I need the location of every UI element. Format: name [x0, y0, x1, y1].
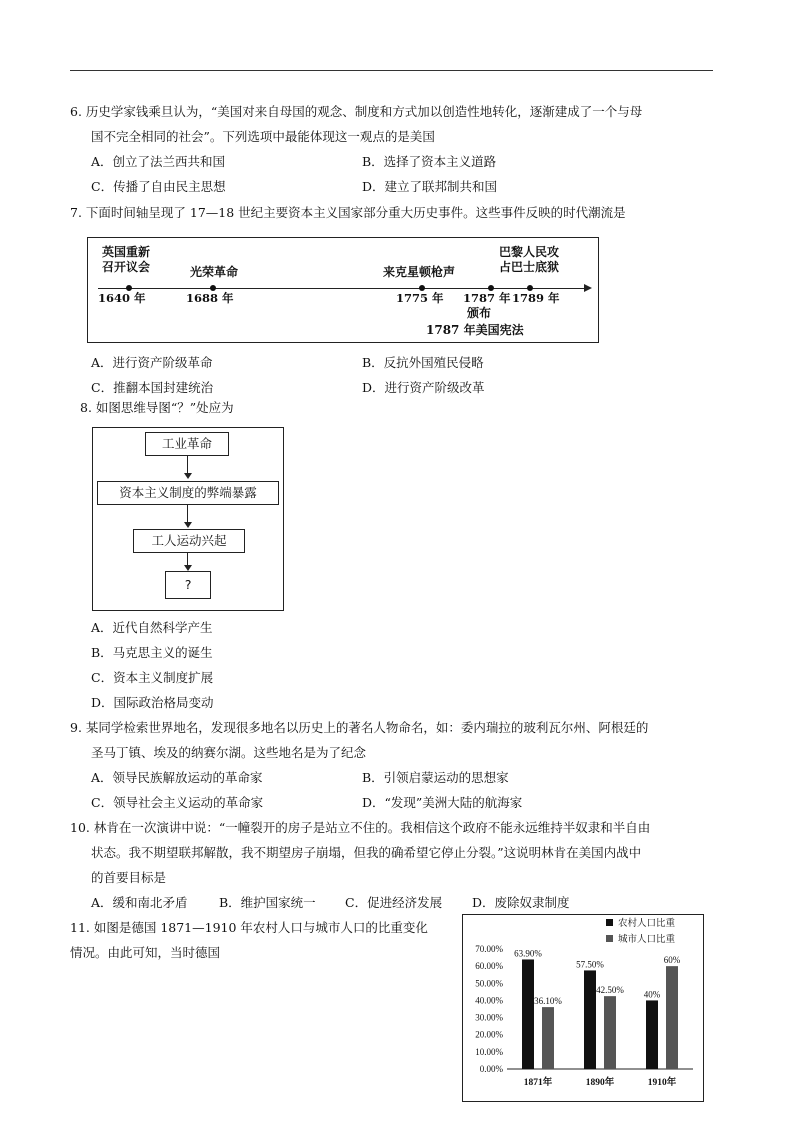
q8-option-d: D．国际政治格局变动	[91, 695, 214, 710]
timeline-note-promulgated: 颁布	[467, 306, 492, 320]
q8-option-c: C．资本主义制度扩展	[91, 670, 214, 685]
timeline-event-1688: 光荣革命	[190, 265, 239, 279]
timeline-event-1789: 巴黎人民攻 占巴士底狱	[499, 245, 560, 274]
x-tick-label: 1910年	[647, 1078, 677, 1088]
legend-label: 城市人口比重	[618, 935, 676, 945]
y-tick-label: 60.00%	[475, 961, 503, 972]
population-chart-svg	[463, 915, 703, 1101]
bar	[542, 1007, 554, 1069]
data-label: 42.50%	[596, 985, 624, 996]
timeline-event-1640: 英国重新 召开议会	[102, 245, 151, 274]
q6-option-d: D．建立了联邦制共和国	[362, 179, 498, 194]
q9-stem-line2: 圣马丁镇、埃及的纳赛尔湖。这些地名是为了纪念	[91, 745, 367, 760]
timeline-event-1775: 来克星顿枪声	[383, 265, 456, 279]
bar	[604, 996, 616, 1069]
x-tick-label: 1890年	[585, 1078, 615, 1088]
q11-stem-line2: 情况。由此可知，当时德国	[70, 945, 221, 960]
data-label: 60%	[663, 955, 681, 966]
y-tick-label: 0.00%	[479, 1064, 503, 1074]
q10-option-c: C．促进经济发展	[345, 895, 443, 910]
q10-stem-line2: 状态。我不期望联邦解散，我不期望房子崩塌，但我的确希望它停止分裂。”这说明林肯在美国内战中	[91, 845, 642, 860]
population-chart	[462, 914, 704, 1102]
y-tick-label: 10.00%	[475, 1046, 503, 1057]
mindmap-figure	[92, 427, 284, 611]
bar	[522, 959, 534, 1069]
mindmap-node-capitalism-drawbacks: 资本主义制度的弊端暴露	[97, 481, 279, 505]
legend-swatch	[606, 919, 613, 926]
data-label: 57.50%	[576, 959, 604, 970]
q6-stem-line1: 6. 历史学家钱乘旦认为，“美国对来自母国的观念、制度和方式加以创造性地转化，逐渐建成了一个与母	[70, 104, 643, 119]
y-tick-label: 30.00%	[475, 1012, 503, 1023]
timeline-figure	[87, 237, 599, 343]
mindmap-connector	[187, 456, 188, 474]
mindmap-node-industrial-revolution: 工业革命	[145, 432, 229, 456]
mindmap-arrowhead	[184, 522, 192, 528]
q8-option-a: A．近代自然科学产生	[91, 620, 213, 635]
timeline-arrowhead	[584, 284, 592, 292]
mindmap-connector	[187, 505, 188, 523]
q10-option-d: D．废除奴隶制度	[472, 895, 570, 910]
y-tick-label: 20.00%	[475, 1029, 503, 1040]
q10-stem-line3: 的首要目标是	[91, 870, 167, 885]
timeline-year-1775: 1775 年	[396, 291, 444, 305]
q10-option-a: A．缓和南北矛盾	[91, 895, 188, 910]
q6-stem-line2: 国不完全相同的社会”。下列选项中最能体现这一观点的是美国	[91, 129, 435, 144]
timeline-year-1640: 1640 年	[98, 291, 146, 305]
legend-swatch	[606, 935, 613, 942]
q7-option-d: D．进行资产阶级改革	[362, 380, 485, 395]
bar	[646, 1000, 658, 1069]
q6-option-c: C．传播了自由民主思想	[91, 179, 226, 194]
data-label: 36.10%	[534, 996, 562, 1007]
q9-option-b: B．引领启蒙运动的思想家	[362, 770, 509, 785]
x-tick-label: 1871年	[523, 1078, 553, 1088]
timeline-year-1787: 1787 年	[463, 291, 511, 305]
timeline-axis	[98, 288, 588, 289]
q6-option-a: A．创立了法兰西共和国	[91, 154, 226, 169]
q7-option-b: B．反抗外国殖民侵略	[362, 355, 484, 370]
timeline-year-1688: 1688 年	[186, 291, 234, 305]
y-tick-label: 70.00%	[475, 944, 503, 954]
q10-option-b: B．维护国家统一	[219, 895, 316, 910]
mindmap-node-question: ?	[165, 571, 211, 599]
mindmap-node-workers-movement: 工人运动兴起	[133, 529, 245, 553]
q9-option-c: C．领导社会主义运动的革命家	[91, 795, 264, 810]
q6-option-b: B．选择了资本主义道路	[362, 154, 497, 169]
q8-option-b: B．马克思主义的诞生	[91, 645, 213, 660]
q10-stem-line1: 10. 林肯在一次演讲中说：“一幢裂开的房子是站立不住的。我相信这个政府不能永远维持半奴隶和半自由	[70, 820, 651, 835]
bar	[666, 966, 678, 1069]
timeline-note-constitution: 1787 年美国宪法	[426, 323, 524, 337]
q9-stem-line1: 9. 某同学检索世界地名，发现很多地名以历史上的著名人物命名，如：委内瑞拉的玻利瓦尔州、阿根廷的	[70, 720, 649, 735]
timeline-year-1789: 1789 年	[512, 291, 560, 305]
q8-stem: 8. 如图思维导图“？”处应为	[80, 400, 234, 415]
q9-option-d: D．“发现”美洲大陆的航海家	[362, 795, 523, 810]
q7-stem: 7. 下面时间轴呈现了 17—18 世纪主要资本主义国家部分重大历史事件。这些事件反映的时代潮流是	[70, 205, 626, 220]
bar	[584, 970, 596, 1069]
data-label: 63.90%	[514, 948, 542, 959]
mindmap-arrowhead	[184, 473, 192, 479]
y-tick-label: 50.00%	[475, 978, 503, 989]
header-rule	[70, 70, 713, 71]
y-tick-label: 40.00%	[475, 995, 503, 1006]
data-label: 40%	[643, 989, 661, 1000]
q11-stem-line1: 11. 如图是德国 1871—1910 年农村人口与城市人口的比重变化	[70, 920, 428, 935]
legend-label: 农村人口比重	[618, 919, 676, 929]
q7-option-c: C．推翻本国封建统治	[91, 380, 214, 395]
q7-option-a: A．进行资产阶级革命	[91, 355, 213, 370]
q9-option-a: A．领导民族解放运动的革命家	[91, 770, 263, 785]
